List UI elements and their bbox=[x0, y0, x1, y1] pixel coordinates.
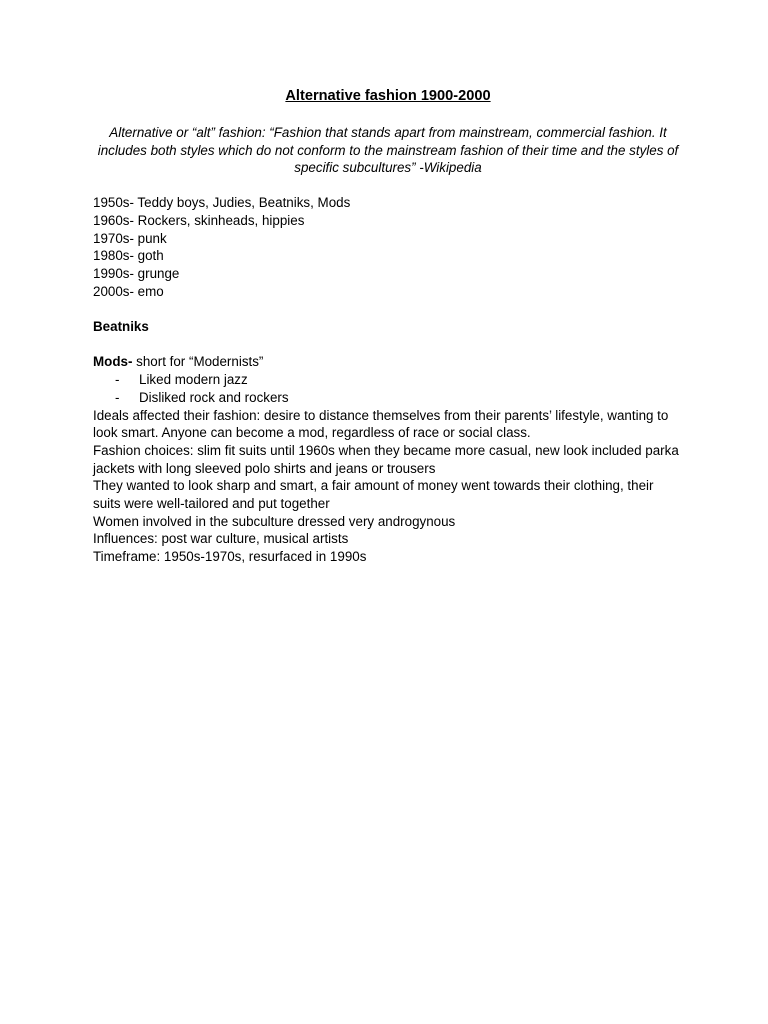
bullet-marker: - bbox=[115, 389, 120, 405]
decade-item: 1970s- punk bbox=[93, 230, 167, 246]
bullet-text: Liked modern jazz bbox=[139, 372, 248, 388]
beatniks-heading: Beatniks bbox=[93, 319, 149, 335]
bullet-marker: - bbox=[115, 372, 120, 388]
definition-quote: Alternative or “alt” fashion: “Fashion that stands apart from mainstream, commercial fashion. It includes both styles which do not conform to the mainstream fashion of their time and the styles of specific subcultures” -Wikipedia bbox=[97, 125, 679, 176]
mods-heading-rest: short for “Modernists” bbox=[132, 354, 264, 370]
decade-list bbox=[93, 194, 683, 300]
decade-item: 1950s- Teddy boys, Judies, Beatniks, Mods bbox=[93, 195, 351, 211]
mods-bullet-list bbox=[93, 371, 683, 406]
bullet-text: Disliked rock and rockers bbox=[139, 389, 289, 405]
document-title: Alternative fashion 1900-2000 bbox=[285, 88, 491, 104]
mods-paragraph: Influences: post war culture, musical artists bbox=[93, 531, 349, 547]
decade-item: 1990s- grunge bbox=[93, 265, 180, 281]
decade-item: 1980s- goth bbox=[93, 248, 164, 264]
mods-paragraph: Women involved in the subculture dressed very androgynous bbox=[93, 513, 456, 529]
document-page bbox=[93, 86, 683, 566]
spacer bbox=[93, 336, 683, 354]
mods-paragraph: Ideals affected their fashion: desire to distance themselves from their parents’ lifestyle, wanting to look smart. Anyone can become a mod, regardless of race or social class. bbox=[93, 407, 669, 441]
decade-item: 2000s- emo bbox=[93, 283, 164, 299]
mods-paragraph: They wanted to look sharp and smart, a fair amount of money went towards their clothing, their suits were well-tailored and put together bbox=[93, 478, 654, 512]
mods-heading-line bbox=[93, 353, 683, 371]
mods-paragraph: Timeframe: 1950s-1970s, resurfaced in 1990s bbox=[93, 549, 367, 565]
decade-item: 1960s- Rockers, skinheads, hippies bbox=[93, 212, 305, 228]
list-item bbox=[93, 371, 683, 389]
mods-heading: Mods- bbox=[93, 354, 133, 370]
list-item bbox=[93, 389, 683, 407]
spacer bbox=[93, 300, 683, 318]
mods-paragraph: Fashion choices: slim fit suits until 1960s when they became more casual, new look included parka jackets with long sleeved polo shirts and jeans or trousers bbox=[93, 442, 679, 476]
